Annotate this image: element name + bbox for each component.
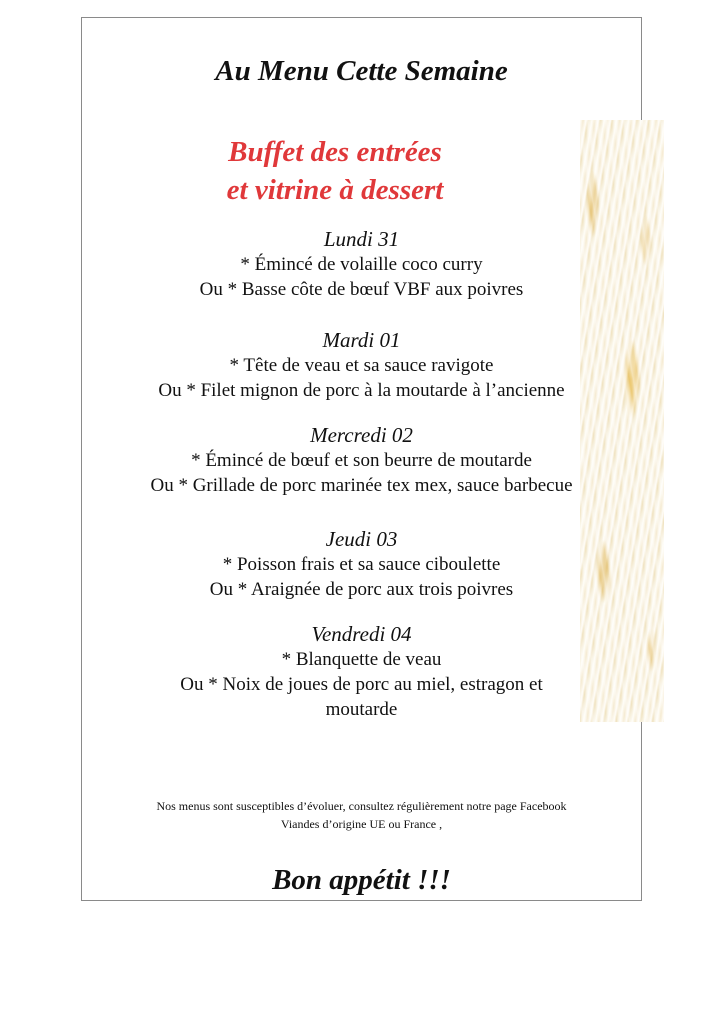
day-thursday <box>81 527 642 602</box>
dish-alternative: Ou * Noix de joues de porc au miel, estragon et <box>180 674 543 695</box>
dish-alternative: Ou * Grillade de porc marinée tex mex, sauce barbecue <box>150 475 573 496</box>
subtitle-line-2: et vitrine à dessert <box>226 174 444 206</box>
dish-main: * Poisson frais et sa sauce ciboulette <box>222 554 501 575</box>
buffet-subtitle <box>150 133 520 209</box>
dish-main: * Blanquette de veau <box>281 649 442 670</box>
day-tuesday <box>81 328 642 403</box>
dish-alternative-continued: moutarde <box>325 699 398 720</box>
day-name: Mardi 01 <box>322 328 401 352</box>
day-name: Vendredi 04 <box>311 622 412 646</box>
subtitle-line-1: Buffet des entrées <box>228 136 442 168</box>
dish-main: * Émincé de bœuf et son beurre de moutarde <box>191 450 532 471</box>
day-name: Jeudi 03 <box>325 527 398 551</box>
note-meat-origin: Viandes d’origine UE ou France , <box>280 817 443 831</box>
page-title: Au Menu Cette Semaine <box>215 55 508 87</box>
day-name: Lundi 31 <box>323 227 400 251</box>
dish-main: * Émincé de volaille coco curry <box>240 254 483 275</box>
day-monday <box>81 227 642 302</box>
closing-message: Bon appétit !!! <box>272 864 451 896</box>
day-friday <box>81 622 642 722</box>
dish-alternative: Ou * Araignée de porc aux trois poivres <box>209 579 514 600</box>
dish-main: * Tête de veau et sa sauce ravigote <box>229 355 494 376</box>
note-facebook: Nos menus sont susceptibles d’évoluer, consultez régulièrement notre page Facebook <box>156 799 567 813</box>
footer-notes <box>81 797 642 833</box>
dish-alternative: Ou * Basse côte de bœuf VBF aux poivres <box>199 279 524 300</box>
day-name: Mercredi 02 <box>310 423 413 447</box>
dish-alternative: Ou * Filet mignon de porc à la moutarde à l’ancienne <box>158 380 565 401</box>
day-wednesday <box>81 423 642 498</box>
